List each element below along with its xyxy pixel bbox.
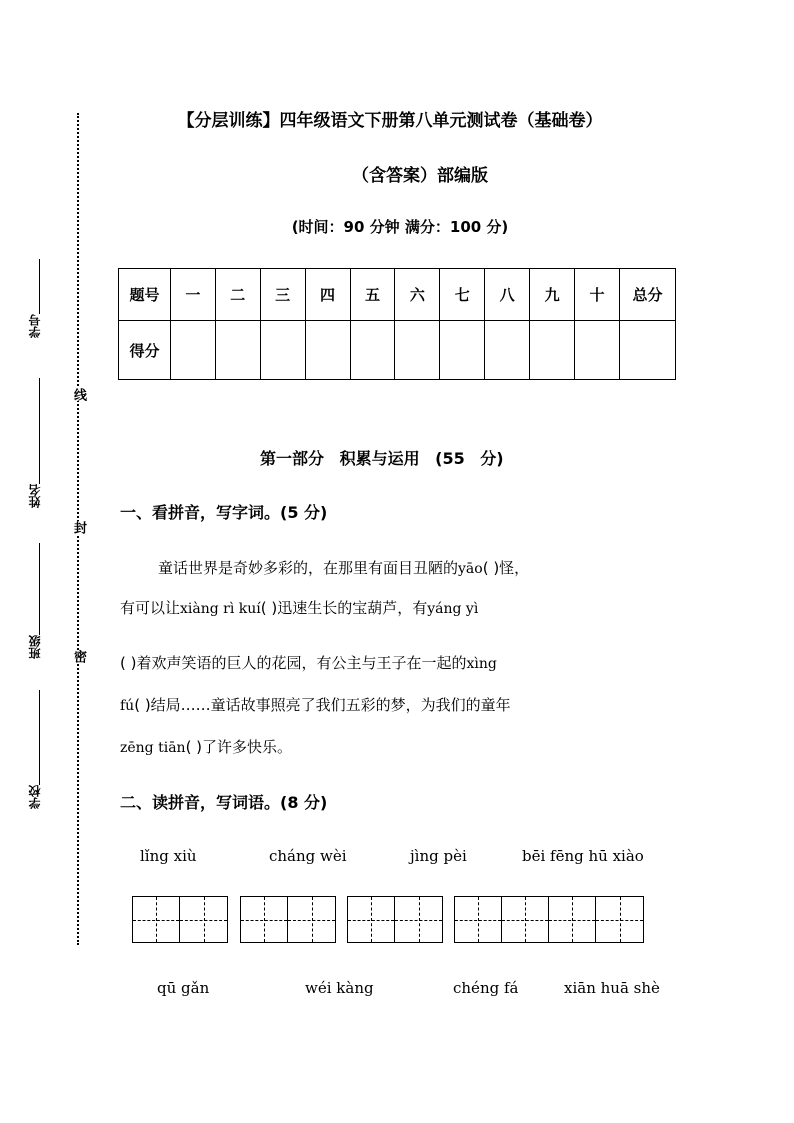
exam-time-info: (时间：90 分钟 满分：100 分) — [291, 218, 509, 236]
writing-grid[interactable] — [454, 896, 644, 943]
grid-cell[interactable] — [241, 897, 288, 942]
q1-pinyin: zēng tiān — [120, 740, 186, 756]
grid-cell[interactable] — [133, 897, 180, 942]
exam-title-line2: （含答案）部编版 — [352, 166, 488, 186]
q1-line-2 — [120, 597, 680, 618]
q2-pinyin: cháng wèi — [269, 847, 347, 865]
q2-pinyin: wéi kàng — [305, 979, 374, 997]
score-header-cell: 四 — [305, 269, 350, 321]
grid-cell[interactable] — [180, 897, 227, 942]
score-cell[interactable] — [395, 321, 440, 380]
q1-line-4 — [120, 694, 680, 715]
q1-line-5 — [120, 736, 680, 757]
student-name-field[interactable] — [26, 484, 60, 508]
class-field[interactable] — [26, 635, 60, 659]
binding-word-feng: 封 — [71, 521, 86, 534]
score-table-header-row — [119, 269, 676, 321]
binding-word-mi: 密 — [71, 650, 86, 663]
q1-pinyin: xiàng rì kuí — [180, 601, 261, 617]
score-header-cell: 六 — [395, 269, 440, 321]
q1-line-1 — [158, 557, 718, 578]
score-table-score-row — [119, 321, 676, 380]
score-header-cell: 二 — [215, 269, 260, 321]
class-line — [39, 543, 40, 635]
q1-blank[interactable]: ( )了许多快乐。 — [185, 738, 293, 756]
q1-pinyin: fú — [120, 698, 135, 714]
student-name-line — [39, 378, 40, 484]
score-header-cell: 十 — [575, 269, 620, 321]
q1-text: 有可以让 — [120, 599, 181, 617]
grid-cell[interactable] — [455, 897, 502, 942]
score-header-cell: 七 — [440, 269, 485, 321]
q2-pinyin: lǐng xiù — [140, 847, 197, 865]
exam-title-line1: 【分层训练】四年级语文下册第八单元测试卷（基础卷） — [177, 111, 603, 131]
score-header-cell: 题号 — [119, 269, 171, 321]
q1-pinyin: xìng — [466, 656, 497, 672]
q2-pinyin: bēi fēng hū xiào — [522, 847, 644, 865]
class-label: 班级 — [28, 635, 42, 659]
score-header-cell: 五 — [350, 269, 395, 321]
score-cell[interactable] — [530, 321, 575, 380]
q2-pinyin: jìng pèi — [410, 847, 467, 865]
q1-blank[interactable]: ( )怪， — [482, 559, 530, 577]
question2-title: 二、读拼音，写词语。(8 分) — [120, 793, 328, 812]
q2-pinyin: chéng fá — [453, 979, 519, 997]
student-name-label: 姓名 — [28, 484, 42, 508]
student-id-label: 学号 — [28, 314, 42, 338]
score-cell[interactable] — [350, 321, 395, 380]
q1-text: 童话世界是奇妙多彩的，在那里有面目丑陋的 — [158, 559, 459, 577]
q2-pinyin: xiān huā shè — [564, 979, 660, 997]
score-header-cell: 三 — [260, 269, 305, 321]
score-header-cell: 总分 — [619, 269, 675, 321]
score-cell[interactable] — [485, 321, 530, 380]
school-label: 学校 — [28, 785, 42, 809]
writing-grid[interactable] — [240, 896, 336, 943]
school-line — [39, 690, 40, 785]
part1-title: 第一部分 积累与运用 (55 分) — [260, 449, 504, 468]
q1-line-3 — [120, 652, 680, 673]
score-row-label: 得分 — [119, 321, 171, 380]
score-cell[interactable] — [575, 321, 620, 380]
school-field[interactable] — [26, 785, 60, 809]
q1-pinyin: yāo — [458, 561, 483, 577]
grid-cell[interactable] — [596, 897, 643, 942]
grid-cell[interactable] — [549, 897, 596, 942]
writing-grid[interactable] — [347, 896, 443, 943]
score-header-cell: 八 — [485, 269, 530, 321]
writing-grid[interactable] — [132, 896, 228, 943]
score-table — [118, 268, 676, 380]
q1-blank[interactable]: ( )结局……童话故事照亮了我们五彩的梦，为我们的童年 — [134, 696, 511, 714]
q1-pinyin: yáng yì — [427, 601, 479, 617]
score-cell[interactable] — [619, 321, 675, 380]
score-cell[interactable] — [440, 321, 485, 380]
score-cell[interactable] — [305, 321, 350, 380]
question1-title: 一、看拼音，写字词。(5 分) — [120, 503, 328, 522]
score-header-cell: 一 — [170, 269, 215, 321]
q1-blank[interactable]: ( )迅速生长的宝葫芦，有 — [260, 599, 428, 617]
q2-pinyin: qū gǎn — [157, 979, 210, 997]
grid-cell[interactable] — [502, 897, 549, 942]
score-header-cell: 九 — [530, 269, 575, 321]
student-id-field[interactable] — [26, 314, 60, 338]
q1-blank[interactable]: ( )着欢声笑语的巨人的花园，有公主与王子在一起的 — [120, 654, 467, 672]
score-cell[interactable] — [170, 321, 215, 380]
binding-word-xian: 线 — [71, 388, 86, 401]
score-cell[interactable] — [215, 321, 260, 380]
grid-cell[interactable] — [288, 897, 335, 942]
score-cell[interactable] — [260, 321, 305, 380]
grid-cell[interactable] — [395, 897, 442, 942]
grid-cell[interactable] — [348, 897, 395, 942]
student-id-line — [39, 259, 40, 314]
